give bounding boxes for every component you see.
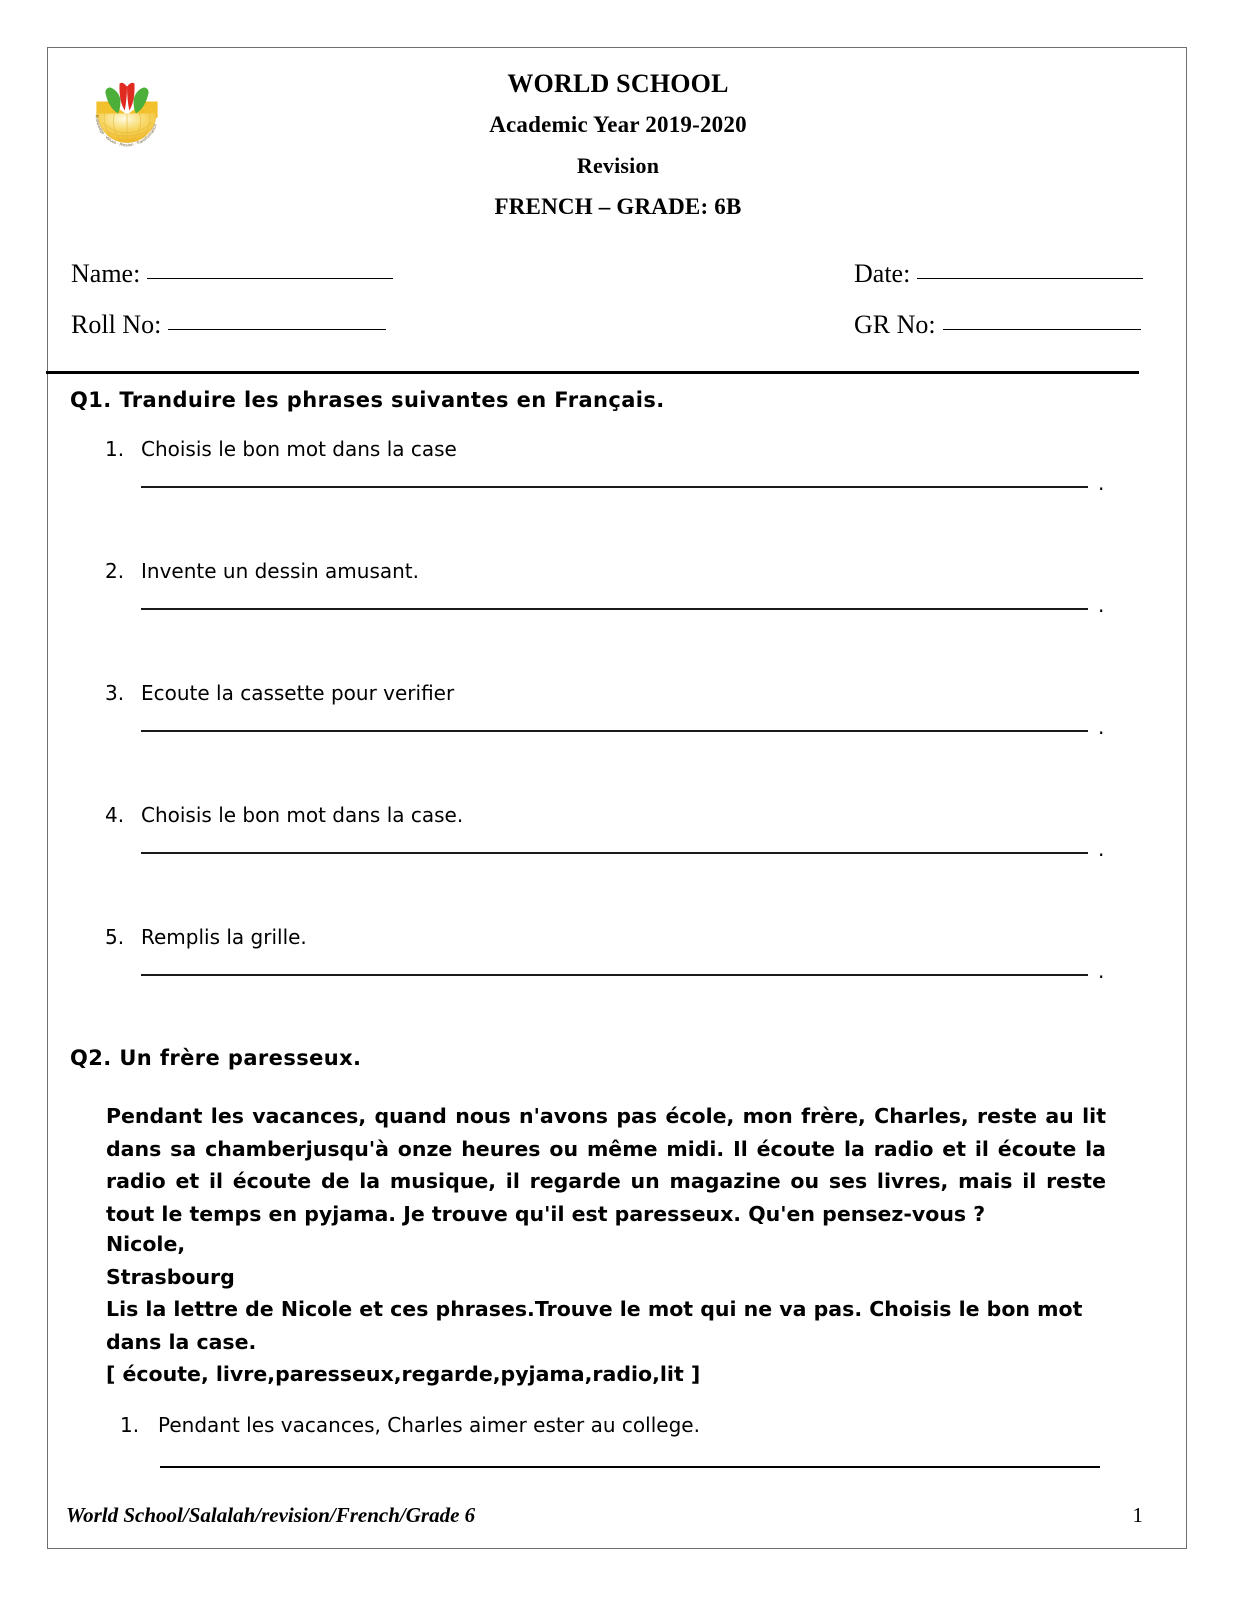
header-title-block xyxy=(188,68,1048,222)
answer-terminator: . xyxy=(1098,837,1105,861)
date-field[interactable] xyxy=(854,259,1143,289)
name-field[interactable] xyxy=(71,259,393,289)
answer-line[interactable] xyxy=(141,730,1088,732)
signature-city: Strasbourg xyxy=(106,1264,235,1289)
answer-line[interactable] xyxy=(160,1466,1100,1468)
answer-line[interactable] xyxy=(141,608,1088,610)
worksheet-body xyxy=(48,388,1186,1506)
item-number: 4. xyxy=(105,803,125,827)
list-item xyxy=(48,802,1186,886)
answer-terminator: . xyxy=(1098,471,1105,495)
item-text: Remplis la grille. xyxy=(141,925,307,949)
date-input-rule[interactable] xyxy=(917,278,1143,279)
footer-path: World School/Salalah/revision/French/Grade 6 xyxy=(66,1503,476,1527)
answer-line[interactable] xyxy=(141,974,1088,976)
gr-no-field[interactable] xyxy=(854,310,1141,340)
document-header xyxy=(48,48,1186,373)
list-item xyxy=(48,558,1186,642)
list-item xyxy=(48,680,1186,764)
list-item xyxy=(48,924,1186,1008)
date-label: Date: xyxy=(854,259,911,288)
letter-signature xyxy=(106,1228,1116,1293)
name-label: Name: xyxy=(71,259,141,288)
answer-terminator: . xyxy=(1098,715,1105,739)
header-divider xyxy=(46,371,1139,374)
identity-row-2 xyxy=(48,304,1186,355)
subject-grade: FRENCH – GRADE: 6B xyxy=(494,194,742,219)
academic-year: Academic Year 2019-2020 xyxy=(489,112,747,137)
answer-line[interactable] xyxy=(141,852,1088,854)
document-type: Revision xyxy=(576,153,660,178)
list-item xyxy=(48,436,1186,520)
question-1-heading: Q1. Tranduire les phrases suivantes en Français. xyxy=(70,388,665,412)
school-name: WORLD SCHOOL xyxy=(507,69,729,98)
item-number: 3. xyxy=(105,681,125,705)
school-globe-leaf-logo xyxy=(86,76,168,151)
worksheet-page xyxy=(47,47,1187,1549)
item-number: 2. xyxy=(105,559,125,583)
signature-name: Nicole, xyxy=(106,1232,186,1256)
item-text: Ecoute la cassette pour verifier xyxy=(141,681,455,705)
roll-no-label: Roll No: xyxy=(71,310,162,339)
document-footer xyxy=(66,1503,1171,1549)
question-1-items xyxy=(48,436,1186,1008)
question-2-instruction: Lis la lettre de Nicole et ces phrases.Trouve le mot qui ne va pas. Choisis le bon mot dans la case. xyxy=(106,1297,1083,1354)
answer-terminator: . xyxy=(1098,959,1105,983)
question-2-block xyxy=(48,1046,1186,1506)
name-input-rule[interactable] xyxy=(147,278,393,279)
item-number: 5. xyxy=(105,925,125,949)
question-2-heading: Q2. Un frère paresseux. xyxy=(70,1046,362,1070)
item-text: Invente un dessin amusant. xyxy=(141,559,419,583)
gr-no-label: GR No: xyxy=(854,310,936,339)
answer-line[interactable] xyxy=(141,486,1088,488)
item-number: 1. xyxy=(120,1413,140,1437)
question-1-block xyxy=(48,388,1186,1008)
item-text: Choisis le bon mot dans la case xyxy=(141,437,457,461)
item-text: Pendant les vacances, Charles aimer ester au college. xyxy=(158,1413,700,1437)
identity-row-1 xyxy=(48,253,1186,304)
svg-text:Knowledge · Values · Passion ·: Knowledge · Values · Passion · Transformation xyxy=(94,114,158,148)
item-number: 1. xyxy=(105,437,125,461)
student-identity-fields xyxy=(48,253,1186,355)
word-bank: [ écoute, livre,paresseux,regarde,pyjama,radio,lit ] xyxy=(106,1362,701,1386)
gr-no-input-rule[interactable] xyxy=(943,329,1141,330)
page-number: 1 xyxy=(1132,1503,1143,1527)
roll-no-input-rule[interactable] xyxy=(168,329,386,330)
answer-terminator: . xyxy=(1098,593,1105,617)
roll-no-field[interactable] xyxy=(71,310,386,340)
item-text: Choisis le bon mot dans la case. xyxy=(141,803,464,827)
question-2-passage: Pendant les vacances, quand nous n'avons pas école, mon frère, Charles, reste au lit dans sa chamberjusqu'à onze heures ou même midi. Il écoute la radio et il écoute la radio et il écoute de la musique, il regarde un magazine ou ses livres, mais il reste tout le temps en pyjama. Je trouve qu'il est paresseux. Qu'en pensez-vous ? xyxy=(106,1104,1106,1226)
